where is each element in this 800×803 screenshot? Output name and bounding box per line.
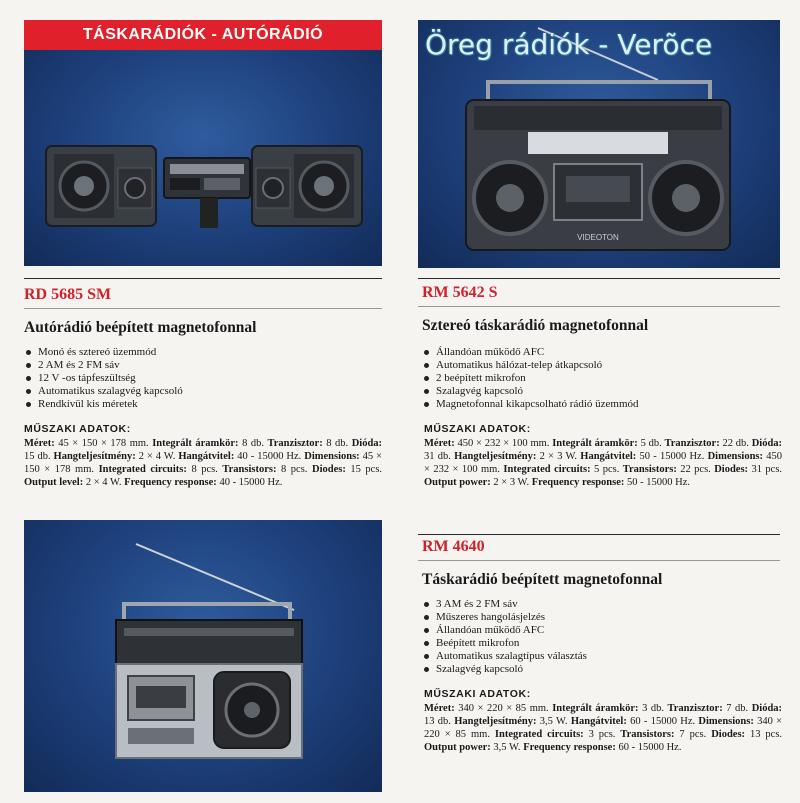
feature-item: 12 V -os tápfeszültség bbox=[24, 372, 183, 385]
spec-label: Tranzisztor: bbox=[664, 438, 720, 449]
spec-paragraph bbox=[424, 702, 782, 754]
spec-value: 15 pcs. bbox=[350, 464, 383, 475]
feature-item: 2 AM és 2 FM sáv bbox=[24, 359, 183, 372]
divider bbox=[418, 278, 780, 279]
spec-paragraph bbox=[424, 437, 782, 489]
spec-value: 31 db. bbox=[424, 451, 451, 462]
feature-item: Állandóan működő AFC bbox=[422, 624, 587, 637]
spec-label: Diodes: bbox=[311, 464, 346, 475]
spec-value: 45 × 150 × 178 mm. bbox=[58, 438, 149, 449]
spec-label: Méret: bbox=[24, 438, 55, 449]
feature-item: Monó és sztereó üzemmód bbox=[24, 346, 183, 359]
divider bbox=[24, 278, 382, 279]
feature-item: Automatikus szalagtípus választás bbox=[422, 650, 587, 663]
spec-value: 31 pcs. bbox=[751, 464, 783, 475]
spec-label: Méret: bbox=[424, 438, 455, 449]
spec-value: 8 db. bbox=[242, 438, 264, 449]
carry-handle bbox=[488, 82, 710, 100]
antenna bbox=[136, 544, 294, 610]
spec-value: 340 × 220 × 85 mm. bbox=[458, 703, 549, 714]
spec-label: Frequency response: bbox=[531, 477, 625, 488]
feature-item: 2 beépített mikrofon bbox=[422, 372, 639, 385]
divider bbox=[418, 306, 780, 307]
spec-label: Hangteljesítmény: bbox=[454, 451, 537, 462]
spec-label: Integrated circuits: bbox=[494, 729, 584, 740]
spec-value: 60 - 15000 Hz. bbox=[618, 742, 682, 753]
spec-paragraph bbox=[24, 437, 382, 489]
spec-label: Hangteljesítmény: bbox=[454, 716, 537, 727]
spec-label: Integrált áramkör: bbox=[552, 438, 638, 449]
feature-item: Állandóan működő AFC bbox=[422, 346, 639, 359]
feature-item: Automatikus hálózat-telep átkapcsoló bbox=[422, 359, 639, 372]
spec-value: 450 × 232 × 100 mm. bbox=[424, 451, 782, 475]
spec-value: 7 pcs. bbox=[679, 729, 707, 740]
spec-label: Tranzisztor: bbox=[667, 703, 723, 714]
spec-label: Integrált áramkör: bbox=[152, 438, 239, 449]
spec-label: Hangteljesítmény: bbox=[53, 451, 136, 462]
model-number: RD 5685 SM bbox=[24, 286, 112, 303]
spec-value: 2 × 3 W. bbox=[493, 477, 530, 488]
product-title: Táskarádió beépített magnetofonnal bbox=[422, 571, 663, 588]
feature-item: Beépített mikrofon bbox=[422, 637, 587, 650]
spec-value: 3,5 W. bbox=[493, 742, 521, 753]
divider bbox=[418, 534, 780, 535]
divider bbox=[418, 560, 780, 561]
spec-value: 340 × 220 × 85 mm. bbox=[424, 716, 783, 740]
carry-handle bbox=[124, 604, 290, 620]
spec-label: Dimensions: bbox=[698, 716, 754, 727]
left-speaker-box bbox=[46, 146, 156, 226]
spec-label: Output level: bbox=[24, 477, 84, 488]
spec-value: 8 pcs. bbox=[281, 464, 308, 475]
portable-radio-illustration bbox=[24, 520, 382, 792]
product-photo-rd5685 bbox=[24, 50, 382, 266]
spec-value: 2 × 3 W. bbox=[539, 451, 578, 462]
spec-value: 3,5 W. bbox=[539, 716, 568, 727]
feature-item: Szalagvég kapcsoló bbox=[422, 663, 587, 676]
right-speaker-box bbox=[252, 146, 362, 226]
spec-value: 50 - 15000 Hz. bbox=[627, 477, 691, 488]
model-number: RM 4640 bbox=[422, 538, 485, 555]
spec-heading: MŰSZAKI ADATOK: bbox=[24, 423, 131, 435]
spec-value: 2 × 4 W. bbox=[138, 451, 176, 462]
model-number: RM 5642 S bbox=[422, 284, 498, 301]
spec-value: 40 - 15000 Hz. bbox=[237, 451, 302, 462]
spec-label: Tranzisztor: bbox=[267, 438, 323, 449]
spec-heading: MŰSZAKI ADATOK: bbox=[424, 688, 531, 700]
feature-item: Magnetofonnal kikapcsolható rádió üzemmód bbox=[422, 398, 639, 411]
feature-list bbox=[422, 346, 639, 411]
spec-value: 60 - 15000 Hz. bbox=[630, 716, 696, 727]
spec-value: 40 - 15000 Hz. bbox=[219, 477, 283, 488]
product-photo-rm4640 bbox=[24, 520, 382, 792]
spec-value: 50 - 15000 Hz. bbox=[639, 451, 705, 462]
divider bbox=[24, 308, 382, 309]
spec-value: 5 pcs. bbox=[594, 464, 620, 475]
spec-value: 22 pcs. bbox=[680, 464, 711, 475]
spec-label: Dióda: bbox=[751, 438, 783, 449]
watermark-text: Öreg rádiók - Verõce bbox=[425, 28, 713, 61]
spec-label: Transistors: bbox=[620, 729, 675, 740]
spec-label: Hangátvitel: bbox=[570, 716, 627, 727]
spec-label: Diodes: bbox=[714, 464, 749, 475]
feature-item: Szalagvég kapcsoló bbox=[422, 385, 639, 398]
spec-label: Output power: bbox=[424, 477, 491, 488]
spec-label: Dimensions: bbox=[707, 451, 764, 462]
spec-label: Dimensions: bbox=[304, 451, 360, 462]
spec-label: Dióda: bbox=[351, 438, 383, 449]
spec-label: Integrált áramkör: bbox=[552, 703, 639, 714]
spec-label: Diodes: bbox=[711, 729, 746, 740]
spec-label: Frequency response: bbox=[523, 742, 616, 753]
spec-label: Frequency response: bbox=[124, 477, 217, 488]
feature-item: Automatikus szalagvég kapcsoló bbox=[24, 385, 183, 398]
spec-value: 450 × 232 × 100 mm. bbox=[457, 438, 550, 449]
brand-label: VIDEOTON bbox=[577, 233, 619, 242]
spec-value: 13 db. bbox=[424, 716, 451, 727]
product-title: Autórádió beépített magnetofonnal bbox=[24, 319, 257, 336]
product-title: Sztereó táskarádió magnetofonnal bbox=[422, 317, 649, 334]
feature-item: Rendkívül kis méretek bbox=[24, 398, 183, 411]
spec-value: 8 pcs. bbox=[191, 464, 218, 475]
spec-label: Dióda: bbox=[751, 703, 783, 714]
spec-value: 5 db. bbox=[640, 438, 662, 449]
spec-value: 2 × 4 W. bbox=[85, 477, 122, 488]
feature-list bbox=[24, 346, 183, 411]
spec-label: Hangátvitel: bbox=[580, 451, 637, 462]
spec-label: Integrated circuits: bbox=[503, 464, 591, 475]
spec-value: 3 db. bbox=[642, 703, 664, 714]
spec-label: Hangátvitel: bbox=[178, 451, 235, 462]
spec-value: 22 db. bbox=[722, 438, 749, 449]
spec-value: 15 db. bbox=[24, 451, 51, 462]
feature-list bbox=[422, 598, 587, 676]
spec-value: 45 × 150 × 178 mm. bbox=[24, 451, 382, 475]
spec-label: Méret: bbox=[424, 703, 455, 714]
spec-label: Integrated circuits: bbox=[98, 464, 187, 475]
spec-label: Output power: bbox=[424, 742, 491, 753]
section-banner: TÁSKARÁDIÓK - AUTÓRÁDIÓ bbox=[24, 20, 382, 50]
spec-value: 8 db. bbox=[326, 438, 349, 449]
spec-heading: MŰSZAKI ADATOK: bbox=[424, 423, 531, 435]
spec-value: 7 db. bbox=[726, 703, 749, 714]
spec-label: Transistors: bbox=[622, 464, 677, 475]
spec-value: 3 pcs. bbox=[588, 729, 616, 740]
feature-item: Műszeres hangolásjelzés bbox=[422, 611, 587, 624]
radio-head-unit bbox=[164, 158, 250, 228]
spec-label: Transistors: bbox=[222, 464, 277, 475]
spec-value: 13 pcs. bbox=[749, 729, 783, 740]
car-radio-illustration bbox=[24, 50, 382, 266]
feature-item: 3 AM és 2 FM sáv bbox=[422, 598, 587, 611]
